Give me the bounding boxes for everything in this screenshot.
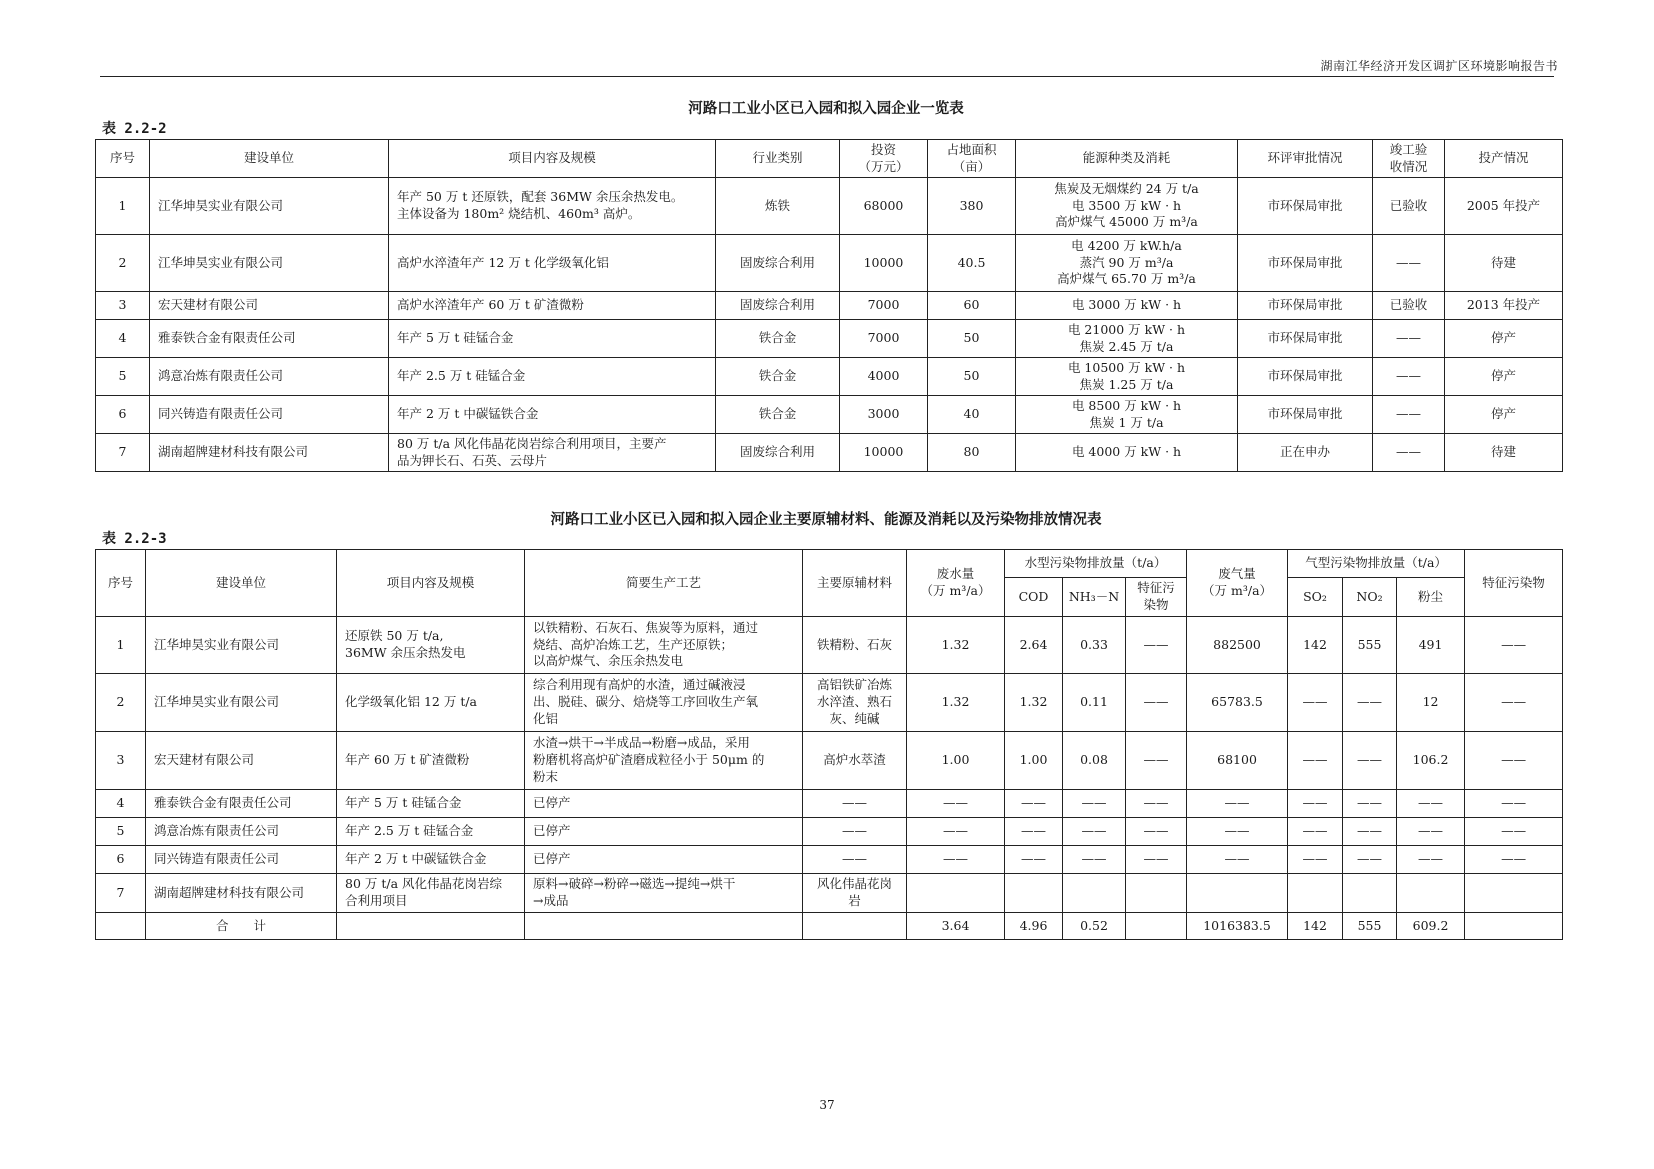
cell-energy: 焦炭及无烟煤约 24 万 t/a 电 3500 万 kW · h 高炉煤气 45000 万 m³/a xyxy=(1016,178,1238,235)
cell-content-empty xyxy=(337,913,525,940)
cell-nh3n xyxy=(1063,874,1126,913)
cell-acceptance: —— xyxy=(1373,434,1445,472)
cell-seq-empty xyxy=(96,913,146,940)
col-header-cod: COD xyxy=(1005,578,1063,617)
cell-unit: 同兴铸造有限责任公司 xyxy=(146,846,337,874)
cell-cod: —— xyxy=(1005,846,1063,874)
cell-status: 停产 xyxy=(1445,396,1563,434)
cell-waste-gas: —— xyxy=(1187,790,1288,818)
cell-characteristic-water: —— xyxy=(1126,617,1187,674)
cell-seq: 3 xyxy=(96,732,146,790)
cell-content: 年产 2 万 t 中碳锰铁合金 xyxy=(337,846,525,874)
cell-process-empty xyxy=(525,913,803,940)
cell-cod: —— xyxy=(1005,790,1063,818)
col-header-unit: 建设单位 xyxy=(146,550,337,617)
col-header-seq: 序号 xyxy=(96,140,150,178)
col-header-water-pollutants: 水型污染物排放量（t/a） xyxy=(1005,550,1187,578)
cell-cod: 1.00 xyxy=(1005,732,1063,790)
cell-seq: 4 xyxy=(96,320,150,358)
header-rule xyxy=(100,76,1554,77)
table-row xyxy=(96,320,1563,358)
total-no2: 555 xyxy=(1343,913,1397,940)
cell-area: 50 xyxy=(928,358,1016,396)
cell-dust xyxy=(1397,874,1465,913)
cell-no2: —— xyxy=(1343,818,1397,846)
cell-unit: 宏天建材有限公司 xyxy=(150,292,389,320)
total-so2: 142 xyxy=(1288,913,1343,940)
table-row xyxy=(96,846,1563,874)
col-header-eia: 环评审批情况 xyxy=(1238,140,1373,178)
col-header-energy: 能源种类及消耗 xyxy=(1016,140,1238,178)
cell-so2 xyxy=(1288,874,1343,913)
cell-wastewater: —— xyxy=(907,846,1005,874)
col-header-wastewater: 废水量 （万 m³/a） xyxy=(907,550,1005,617)
cell-eia: 市环保局审批 xyxy=(1238,396,1373,434)
total-dust: 609.2 xyxy=(1397,913,1465,940)
cell-nh3n: 0.33 xyxy=(1063,617,1126,674)
cell-waste-gas: 882500 xyxy=(1187,617,1288,674)
cell-energy: 电 4000 万 kW · h xyxy=(1016,434,1238,472)
cell-material-empty xyxy=(803,913,907,940)
cell-industry: 铁合金 xyxy=(716,396,840,434)
cell-seq: 7 xyxy=(96,874,146,913)
table-row xyxy=(96,674,1563,732)
col-header-area: 占地面积 （亩） xyxy=(928,140,1016,178)
cell-energy: 电 3000 万 kW · h xyxy=(1016,292,1238,320)
col-header-content: 项目内容及规模 xyxy=(337,550,525,617)
col-header-content: 项目内容及规模 xyxy=(389,140,716,178)
cell-characteristic-water: —— xyxy=(1126,818,1187,846)
table-row xyxy=(96,292,1563,320)
cell-unit: 江华坤昊实业有限公司 xyxy=(146,674,337,732)
cell-content: 80 万 t/a 风化伟晶花岗岩综 合利用项目 xyxy=(337,874,525,913)
report-header-title: 湖南江华经济开发区调扩区环境影响报告书 xyxy=(1320,59,1558,73)
cell-unit: 湖南超牌建材科技有限公司 xyxy=(150,434,389,472)
cell-unit: 江华坤昊实业有限公司 xyxy=(150,235,389,292)
cell-area: 380 xyxy=(928,178,1016,235)
cell-investment: 7000 xyxy=(840,292,928,320)
cell-material: 高炉水萃渣 xyxy=(803,732,907,790)
col-header-gas-pollutants: 气型污染物排放量（t/a） xyxy=(1288,550,1465,578)
cell-content: 年产 2.5 万 t 硅锰合金 xyxy=(389,358,716,396)
cell-dust: —— xyxy=(1397,790,1465,818)
page-number: 37 xyxy=(819,1098,835,1112)
table-row xyxy=(96,178,1563,235)
cell-characteristic-pollutant: —— xyxy=(1465,617,1563,674)
cell-acceptance: 已验收 xyxy=(1373,292,1445,320)
cell-content: 高炉水淬渣年产 60 万 t 矿渣微粉 xyxy=(389,292,716,320)
cell-eia: 市环保局审批 xyxy=(1238,292,1373,320)
cell-unit: 江华坤昊实业有限公司 xyxy=(150,178,389,235)
cell-unit: 雅泰铁合金有限责任公司 xyxy=(150,320,389,358)
table-row xyxy=(96,790,1563,818)
cell-content: 高炉水淬渣年产 12 万 t 化学级氧化铝 xyxy=(389,235,716,292)
cell-process: 已停产 xyxy=(525,818,803,846)
cell-seq: 6 xyxy=(96,396,150,434)
cell-so2: —— xyxy=(1288,818,1343,846)
cell-nh3n: —— xyxy=(1063,790,1126,818)
cell-acceptance: —— xyxy=(1373,396,1445,434)
cell-seq: 4 xyxy=(96,790,146,818)
cell-no2 xyxy=(1343,874,1397,913)
cell-investment: 10000 xyxy=(840,235,928,292)
cell-area: 40 xyxy=(928,396,1016,434)
cell-waste-gas: —— xyxy=(1187,846,1288,874)
cell-industry: 铁合金 xyxy=(716,320,840,358)
cell-acceptance: —— xyxy=(1373,320,1445,358)
table-row xyxy=(96,818,1563,846)
cell-wastewater: 1.32 xyxy=(907,674,1005,732)
total-nh3n: 0.52 xyxy=(1063,913,1126,940)
cell-energy: 电 8500 万 kW · h 焦炭 1 万 t/a xyxy=(1016,396,1238,434)
cell-investment: 10000 xyxy=(840,434,928,472)
table-row xyxy=(96,617,1563,674)
col-header-material: 主要原辅材料 xyxy=(803,550,907,617)
table2-label: 表 2.2-3 xyxy=(102,531,167,547)
cell-wastewater: —— xyxy=(907,790,1005,818)
cell-dust: 491 xyxy=(1397,617,1465,674)
cell-process: 以铁精粉、石灰石、焦炭等为原料，通过 烧结、高炉冶炼工艺，生产还原铁； 以高炉煤气、余压余热发电 xyxy=(525,617,803,674)
cell-area: 60 xyxy=(928,292,1016,320)
total-waste-gas: 1016383.5 xyxy=(1187,913,1288,940)
cell-characteristic-pollutant: —— xyxy=(1465,790,1563,818)
total-label: 合 计 xyxy=(146,913,337,940)
cell-material: —— xyxy=(803,818,907,846)
cell-industry: 铁合金 xyxy=(716,358,840,396)
table-row xyxy=(96,874,1563,913)
cell-seq: 3 xyxy=(96,292,150,320)
col-header-investment: 投资 （万元） xyxy=(840,140,928,178)
col-header-so2: SO₂ xyxy=(1288,578,1343,617)
cell-unit: 湖南超牌建材科技有限公司 xyxy=(146,874,337,913)
cell-unit: 同兴铸造有限责任公司 xyxy=(150,396,389,434)
cell-status: 2013 年投产 xyxy=(1445,292,1563,320)
col-header-industry: 行业类别 xyxy=(716,140,840,178)
cell-cod xyxy=(1005,874,1063,913)
cell-investment: 4000 xyxy=(840,358,928,396)
cell-area: 50 xyxy=(928,320,1016,358)
cell-no2: —— xyxy=(1343,790,1397,818)
cell-nh3n: 0.08 xyxy=(1063,732,1126,790)
cell-wastewater: 1.32 xyxy=(907,617,1005,674)
cell-investment: 7000 xyxy=(840,320,928,358)
cell-unit: 鸿意冶炼有限责任公司 xyxy=(150,358,389,396)
cell-material: 风化伟晶花岗 岩 xyxy=(803,874,907,913)
cell-energy: 电 4200 万 kW.h/a 蒸汽 90 万 m³/a 高炉煤气 65.70 万 m³/a xyxy=(1016,235,1238,292)
cell-material: —— xyxy=(803,790,907,818)
cell-characteristic-pollutant: —— xyxy=(1465,818,1563,846)
col-header-unit: 建设单位 xyxy=(150,140,389,178)
cell-status: 待建 xyxy=(1445,434,1563,472)
cell-no2: —— xyxy=(1343,732,1397,790)
cell-no2: —— xyxy=(1343,674,1397,732)
cell-wastewater xyxy=(907,874,1005,913)
cell-characteristic-pollutant: —— xyxy=(1465,732,1563,790)
cell-acceptance: 已验收 xyxy=(1373,178,1445,235)
cell-eia: 正在申办 xyxy=(1238,434,1373,472)
cell-seq: 7 xyxy=(96,434,150,472)
cell-characteristic-water: —— xyxy=(1126,846,1187,874)
cell-content: 年产 2 万 t 中碳锰铁合金 xyxy=(389,396,716,434)
cell-characteristic-water: —— xyxy=(1126,674,1187,732)
cell-content: 年产 5 万 t 硅锰合金 xyxy=(389,320,716,358)
cell-seq: 5 xyxy=(96,358,150,396)
col-header-dust: 粉尘 xyxy=(1397,578,1465,617)
cell-process: 已停产 xyxy=(525,846,803,874)
table2-title: 河路口工业小区已入园和拟入园企业主要原辅材料、能源及消耗以及污染物排放情况表 xyxy=(550,512,1102,528)
cell-seq: 6 xyxy=(96,846,146,874)
cell-status: 2005 年投产 xyxy=(1445,178,1563,235)
cell-content: 还原铁 50 万 t/a, 36MW 余压余热发电 xyxy=(337,617,525,674)
cell-area: 40.5 xyxy=(928,235,1016,292)
cell-seq: 1 xyxy=(96,617,146,674)
cell-seq: 5 xyxy=(96,818,146,846)
cell-acceptance: —— xyxy=(1373,358,1445,396)
col-header-characteristic-water: 特征污 染物 xyxy=(1126,578,1187,617)
cell-eia: 市环保局审批 xyxy=(1238,320,1373,358)
cell-content: 年产 2.5 万 t 硅锰合金 xyxy=(337,818,525,846)
cell-dust: 12 xyxy=(1397,674,1465,732)
table1-header-row xyxy=(96,140,1563,178)
cell-characteristic-water-empty xyxy=(1126,913,1187,940)
cell-characteristic-water xyxy=(1126,874,1187,913)
cell-nh3n: 0.11 xyxy=(1063,674,1126,732)
cell-nh3n: —— xyxy=(1063,846,1126,874)
cell-content: 年产 5 万 t 硅锰合金 xyxy=(337,790,525,818)
cell-seq: 2 xyxy=(96,235,150,292)
cell-cod: 2.64 xyxy=(1005,617,1063,674)
cell-industry: 炼铁 xyxy=(716,178,840,235)
col-header-acceptance: 竣工验 收情况 xyxy=(1373,140,1445,178)
cell-investment: 68000 xyxy=(840,178,928,235)
col-header-waste-gas: 废气量 （万 m³/a） xyxy=(1187,550,1288,617)
cell-waste-gas: —— xyxy=(1187,818,1288,846)
cell-wastewater: —— xyxy=(907,818,1005,846)
cell-waste-gas: 65783.5 xyxy=(1187,674,1288,732)
cell-acceptance: —— xyxy=(1373,235,1445,292)
table1-title: 河路口工业小区已入园和拟入园企业一览表 xyxy=(688,101,964,117)
cell-industry: 固废综合利用 xyxy=(716,434,840,472)
cell-waste-gas: 68100 xyxy=(1187,732,1288,790)
cell-no2: —— xyxy=(1343,846,1397,874)
cell-energy: 电 10500 万 kW · h 焦炭 1.25 万 t/a xyxy=(1016,358,1238,396)
cell-content: 年产 50 万 t 还原铁，配套 36MW 余压余热发电。 主体设备为 180m² 烧结机、460m³ 高炉。 xyxy=(389,178,716,235)
cell-process: 原料→破碎→粉碎→磁选→提纯→烘干 →成品 xyxy=(525,874,803,913)
cell-characteristic-pollutant: —— xyxy=(1465,674,1563,732)
total-cod: 4.96 xyxy=(1005,913,1063,940)
cell-characteristic-pollutant xyxy=(1465,874,1563,913)
cell-material: 高铝铁矿冶炼 水淬渣、熟石 灰、纯碱 xyxy=(803,674,907,732)
cell-seq: 2 xyxy=(96,674,146,732)
total-row xyxy=(96,913,1563,940)
col-header-process: 简要生产工艺 xyxy=(525,550,803,617)
cell-content: 化学级氧化铝 12 万 t/a xyxy=(337,674,525,732)
cell-status: 待建 xyxy=(1445,235,1563,292)
pollutant-emission-table xyxy=(95,549,1563,940)
cell-material: 铁精粉、石灰 xyxy=(803,617,907,674)
table-row xyxy=(96,358,1563,396)
cell-so2: —— xyxy=(1288,846,1343,874)
table2-header-row-1 xyxy=(96,550,1563,578)
cell-so2: —— xyxy=(1288,674,1343,732)
cell-cod: —— xyxy=(1005,818,1063,846)
table-row xyxy=(96,235,1563,292)
cell-status: 停产 xyxy=(1445,320,1563,358)
cell-eia: 市环保局审批 xyxy=(1238,235,1373,292)
table1-label: 表 2.2-2 xyxy=(102,121,167,137)
cell-industry: 固废综合利用 xyxy=(716,292,840,320)
cell-investment: 3000 xyxy=(840,396,928,434)
cell-seq: 1 xyxy=(96,178,150,235)
cell-so2: —— xyxy=(1288,732,1343,790)
table-row xyxy=(96,732,1563,790)
cell-no2: 555 xyxy=(1343,617,1397,674)
col-header-status: 投产情况 xyxy=(1445,140,1563,178)
cell-process: 已停产 xyxy=(525,790,803,818)
enterprise-list-table xyxy=(95,139,1563,472)
cell-cod: 1.32 xyxy=(1005,674,1063,732)
cell-area: 80 xyxy=(928,434,1016,472)
cell-wastewater: 1.00 xyxy=(907,732,1005,790)
cell-dust: 106.2 xyxy=(1397,732,1465,790)
cell-material: —— xyxy=(803,846,907,874)
total-wastewater: 3.64 xyxy=(907,913,1005,940)
cell-eia: 市环保局审批 xyxy=(1238,178,1373,235)
cell-waste-gas xyxy=(1187,874,1288,913)
cell-characteristic-pollutant-empty xyxy=(1465,913,1563,940)
cell-unit: 雅泰铁合金有限责任公司 xyxy=(146,790,337,818)
cell-characteristic-water: —— xyxy=(1126,790,1187,818)
cell-dust: —— xyxy=(1397,846,1465,874)
cell-industry: 固废综合利用 xyxy=(716,235,840,292)
cell-unit: 宏天建材有限公司 xyxy=(146,732,337,790)
cell-characteristic-pollutant: —— xyxy=(1465,846,1563,874)
cell-nh3n: —— xyxy=(1063,818,1126,846)
cell-status: 停产 xyxy=(1445,358,1563,396)
col-header-nh3n: NH₃－N xyxy=(1063,578,1126,617)
cell-eia: 市环保局审批 xyxy=(1238,358,1373,396)
cell-characteristic-water: —— xyxy=(1126,732,1187,790)
cell-so2: 142 xyxy=(1288,617,1343,674)
col-header-seq: 序号 xyxy=(96,550,146,617)
cell-process: 综合利用现有高炉的水渣，通过碱液浸 出、脱硅、碳分、焙烧等工序回收生产氧 化铝 xyxy=(525,674,803,732)
cell-dust: —— xyxy=(1397,818,1465,846)
cell-content: 年产 60 万 t 矿渣微粉 xyxy=(337,732,525,790)
col-header-characteristic-pollutant: 特征污染物 xyxy=(1465,550,1563,617)
cell-unit: 鸿意冶炼有限责任公司 xyxy=(146,818,337,846)
cell-content: 80 万 t/a 风化伟晶花岗岩综合利用项目，主要产 品为钾长石、石英、云母片 xyxy=(389,434,716,472)
cell-energy: 电 21000 万 kW · h 焦炭 2.45 万 t/a xyxy=(1016,320,1238,358)
cell-unit: 江华坤昊实业有限公司 xyxy=(146,617,337,674)
cell-so2: —— xyxy=(1288,790,1343,818)
col-header-no2: NO₂ xyxy=(1343,578,1397,617)
table-row xyxy=(96,396,1563,434)
cell-process: 水渣→烘干→半成品→粉磨→成品，采用 粉磨机将高炉矿渣磨成粒径小于 50μm 的 粉末 xyxy=(525,732,803,790)
table-row xyxy=(96,434,1563,472)
